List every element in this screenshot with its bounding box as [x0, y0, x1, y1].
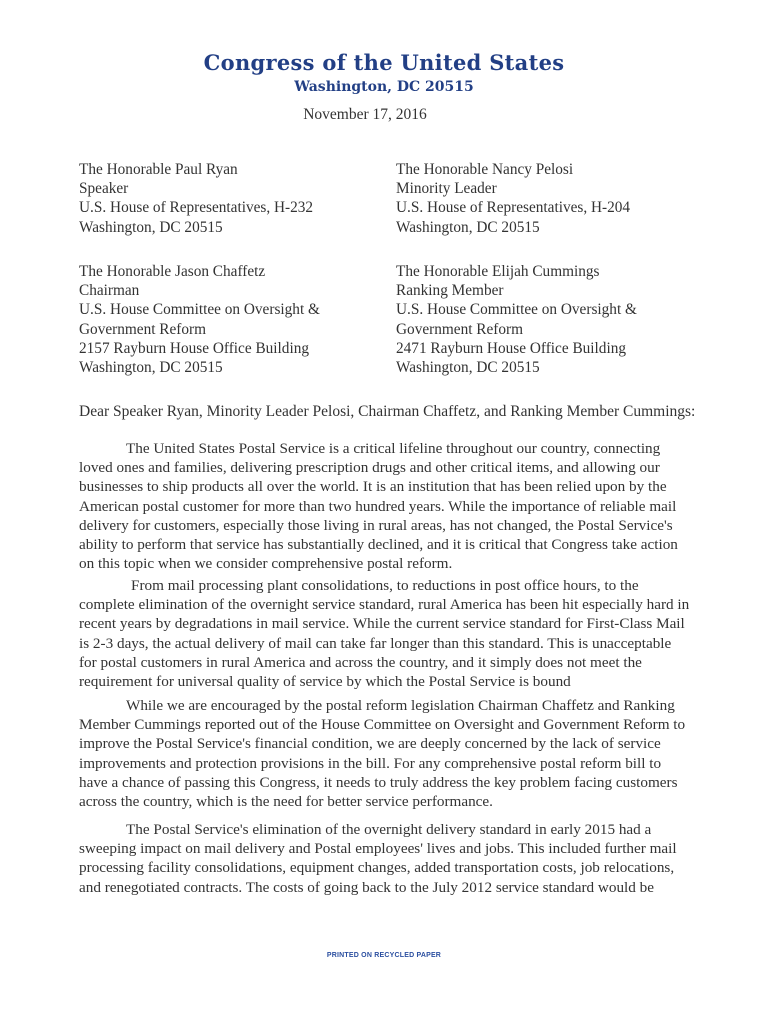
paragraph-line: improvements and protection provisions in the bill. For any comprehensive postal reform bill to	[79, 754, 662, 772]
paragraph-line: processing facility consolidations, equipment changes, added transportation costs, job relocations,	[79, 859, 675, 877]
recipient-name: The Honorable Elijah Cummings	[396, 263, 600, 280]
recipient-office: U.S. House Committee on Oversight &	[396, 301, 637, 319]
paragraph-line: From mail processing plant consolidations, to reductions in post office hours, to the	[131, 577, 639, 594]
body-paragraph-2	[79, 576, 690, 691]
paragraph-line: Member Cummings reported out of the House Committee on Oversight and Government Reform to	[79, 716, 686, 734]
recipient-building: 2471 Rayburn House Office Building	[396, 339, 626, 357]
recipient-role: Speaker	[79, 180, 129, 198]
letter-date: November 17, 2016	[303, 106, 427, 123]
body-paragraph-3	[79, 696, 686, 811]
recipient-office-line2: Government Reform	[396, 320, 524, 338]
paragraph-line: on this topic when we consider comprehensive postal reform.	[79, 555, 453, 573]
body-paragraph-1	[79, 439, 678, 573]
paragraph-line: is 2-3 days, the actual delivery of mail can take far longer than this standard. This is unacceptable	[79, 634, 672, 652]
paragraph-line: businesses to ship products all over the world. It is an institution that has been relied upon by the	[79, 478, 667, 496]
paragraph-line: complete elimination of the overnight service standard, rural America has been hit especially hard in	[79, 596, 690, 614]
recipient-city: Washington, DC 20515	[79, 218, 223, 236]
recycled-paper-note: PRINTED ON RECYCLED PAPER	[326, 952, 442, 959]
recipient-office: U.S. House of Representatives, H-232	[79, 199, 314, 217]
paragraph-line: recent years by degradations in mail service. While the current service standard for First-Class Mail	[79, 615, 685, 633]
paragraph-line: across the country, which is the need for better service performance.	[79, 793, 493, 811]
recipient-office: U.S. House Committee on Oversight &	[79, 301, 320, 319]
salutation: Dear Speaker Ryan, Minority Leader Pelosi, Chairman Chaffetz, and Ranking Member Cummings:	[79, 403, 696, 420]
recipient-name: The Honorable Paul Ryan	[79, 161, 238, 178]
recipient-city: Washington, DC 20515	[396, 218, 540, 236]
body-paragraph-4	[79, 820, 675, 897]
recipient-office-line2: Government Reform	[79, 320, 207, 338]
paragraph-line: and renegotiated contracts. The costs of going back to the July 2012 service standard would be	[79, 878, 654, 896]
recipient-city: Washington, DC 20515	[396, 359, 540, 377]
paragraph-line: improve the Postal Service's financial condition, we are deeply concerned by the lack of service	[79, 735, 661, 753]
paragraph-line: loved ones and families, delivering prescription drugs and other critical items, and allowing our	[79, 459, 660, 477]
recipient-address-pelosi	[396, 160, 630, 237]
paragraph-line: The United States Postal Service is a critical lifeline throughout our country, connecting	[126, 440, 661, 457]
letterhead-title: Congress of the United States	[203, 50, 565, 75]
paragraph-line: The Postal Service's elimination of the overnight delivery standard in early 2015 had a	[126, 821, 652, 838]
paragraph-line: requirement for universal quality of service by which the Postal Service is bound	[79, 673, 571, 691]
paragraph-line: American postal customer for more than two hundred years. While the importance of reliable mail	[79, 497, 677, 515]
recipient-address-ryan	[79, 160, 313, 237]
paragraph-line: sweeping impact on mail delivery and Postal employees' lives and jobs. This included further mail	[79, 840, 677, 858]
recipient-address-chaffetz	[79, 262, 320, 377]
recipient-name: The Honorable Jason Chaffetz	[79, 263, 266, 280]
recipient-office: U.S. House of Representatives, H-204	[396, 199, 631, 217]
paragraph-line: for postal customers in rural America and across the country, and it simply does not meet the	[79, 653, 642, 671]
recipient-role: Minority Leader	[396, 180, 497, 198]
letterhead-subtitle: Washington, DC 20515	[294, 79, 474, 95]
recipient-role: Chairman	[79, 282, 140, 300]
recipient-address-cummings	[396, 262, 637, 377]
recipient-building: 2157 Rayburn House Office Building	[79, 339, 309, 357]
paragraph-line: delivery for customers, especially those living in rural areas, has not changed, the Postal Service's	[79, 516, 673, 534]
paragraph-line: have a chance of passing this Congress, it needs to truly address the key problem facing customers	[79, 773, 678, 791]
recipient-city: Washington, DC 20515	[79, 359, 223, 377]
recipient-name: The Honorable Nancy Pelosi	[396, 161, 574, 178]
paragraph-line: ability to perform that service has substantially declined, and it is critical that Congress take action	[79, 536, 678, 554]
recipient-role: Ranking Member	[396, 282, 504, 300]
paragraph-line: While we are encouraged by the postal reform legislation Chairman Chaffetz and Ranking	[126, 697, 675, 714]
